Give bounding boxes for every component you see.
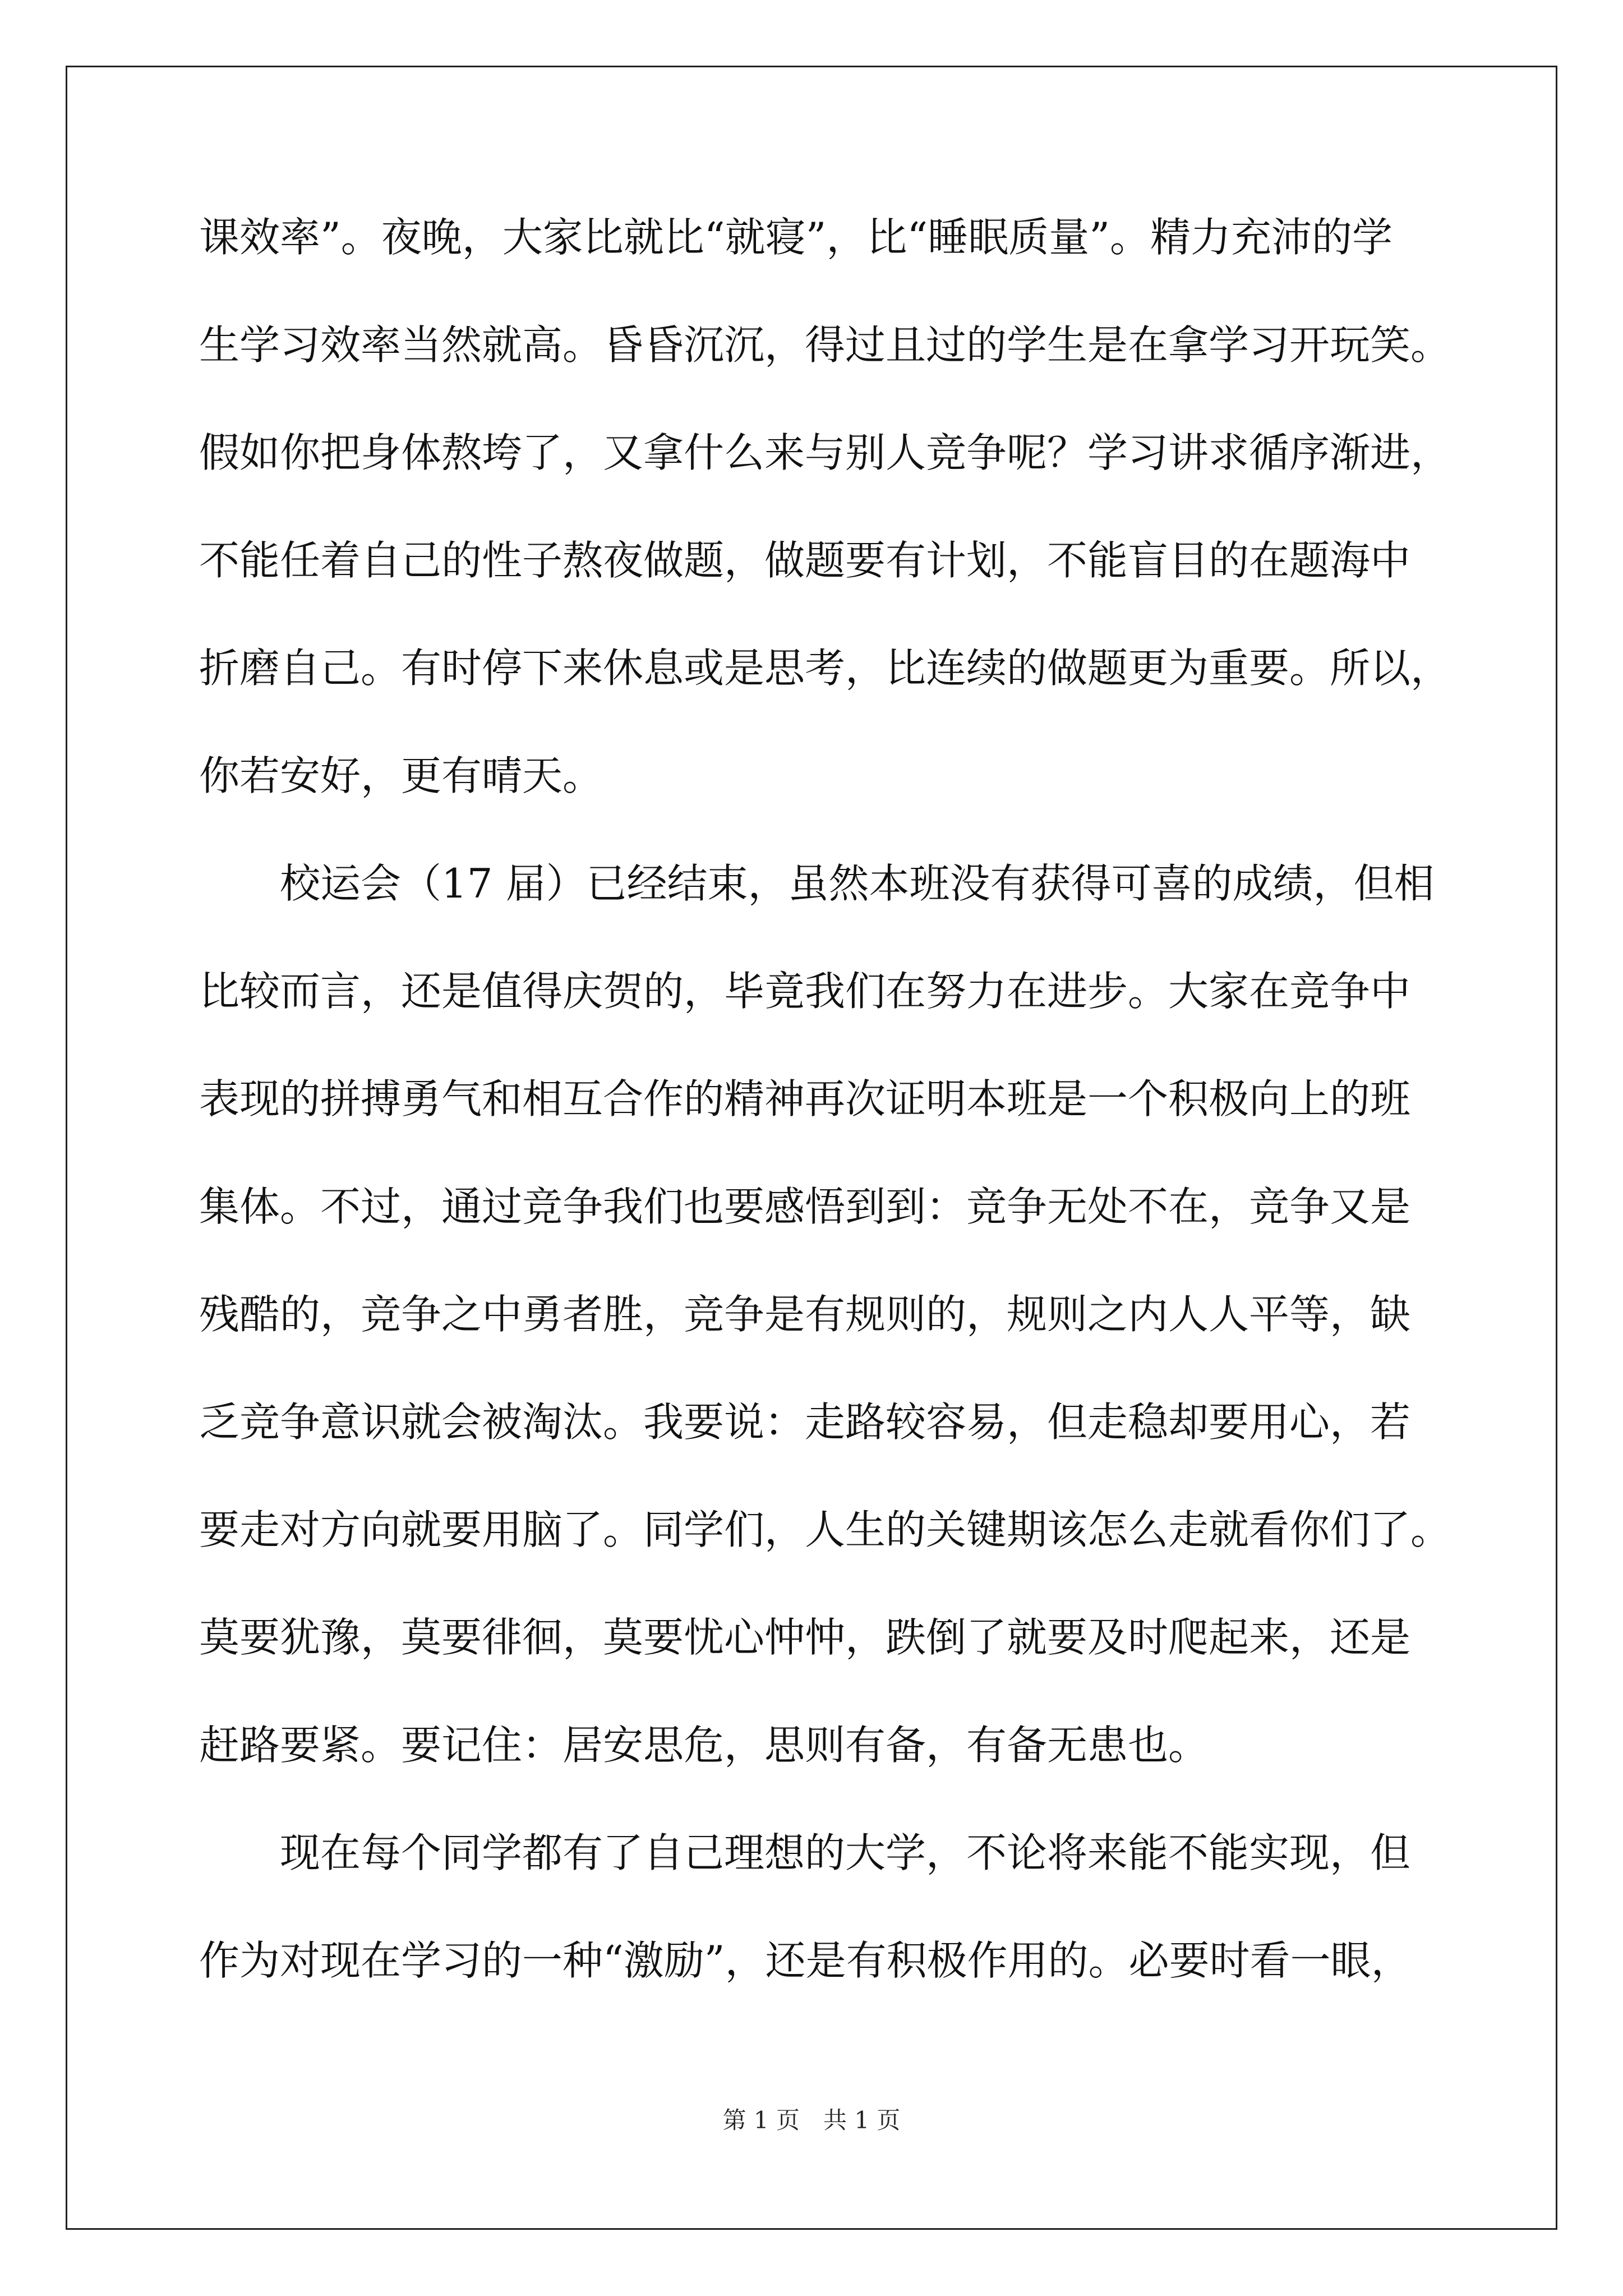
text-line: 假如你把身体熬垮了，又拿什么来与别人竞争呢？学习讲求循序渐进， — [199, 429, 1451, 476]
text-line: 残酷的，竞争之中勇者胜，竞争是有规则的，规则之内人人平等，缺 — [199, 1291, 1411, 1338]
paragraph-start-line: 现在每个同学都有了自己理想的大学，不论将来能不能实现，但 — [280, 1829, 1411, 1876]
text-line: 作为对现在学习的一种“激励”，还是有积极作用的。必要时看一眼， — [199, 1937, 1412, 1984]
text-line: 课效率”。夜晚，大家比就比“就寝”，比“睡眠质量”。精力充沛的学 — [199, 214, 1393, 261]
text-line: 表现的拼搏勇气和相互合作的精神再次证明本班是一个积极向上的班 — [199, 1075, 1411, 1122]
text-line: 赶路要紧。要记住：居安思危，思则有备，有备无患也。 — [199, 1722, 1209, 1769]
text-line: 莫要犹豫，莫要徘徊，莫要忧心忡忡，跌倒了就要及时爬起来，还是 — [199, 1614, 1411, 1661]
text-line: 要走对方向就要用脑了。同学们，人生的关键期该怎么走就看你们了。 — [199, 1506, 1451, 1553]
text-line: 你若安好，更有晴天。 — [199, 752, 603, 799]
text-line: 生学习效率当然就高。昏昏沉沉，得过且过的学生是在拿学习开玩笑。 — [199, 321, 1451, 369]
text-line: 比较而言，还是值得庆贺的，毕竟我们在努力在进步。大家在竞争中 — [199, 968, 1411, 1015]
text-line: 折磨自己。有时停下来休息或是思考，比连续的做题更为重要。所以， — [199, 645, 1451, 692]
paragraph-start-line: 校运会（17 届）已经结束，虽然本班没有获得可喜的成绩，但相 — [280, 860, 1435, 907]
text-line: 乏竞争意识就会被淘汰。我要说：走路较容易，但走稳却要用心，若 — [199, 1398, 1411, 1446]
text-line: 集体。不过，通过竞争我们也要感悟到到：竞争无处不在，竞争又是 — [199, 1183, 1411, 1230]
page-border — [66, 66, 1557, 2230]
text-line: 不能任着自己的性子熬夜做题，做题要有计划，不能盲目的在题海中 — [199, 537, 1411, 584]
page-number-footer: 第 1 页 共 1 页 — [722, 2106, 901, 2134]
